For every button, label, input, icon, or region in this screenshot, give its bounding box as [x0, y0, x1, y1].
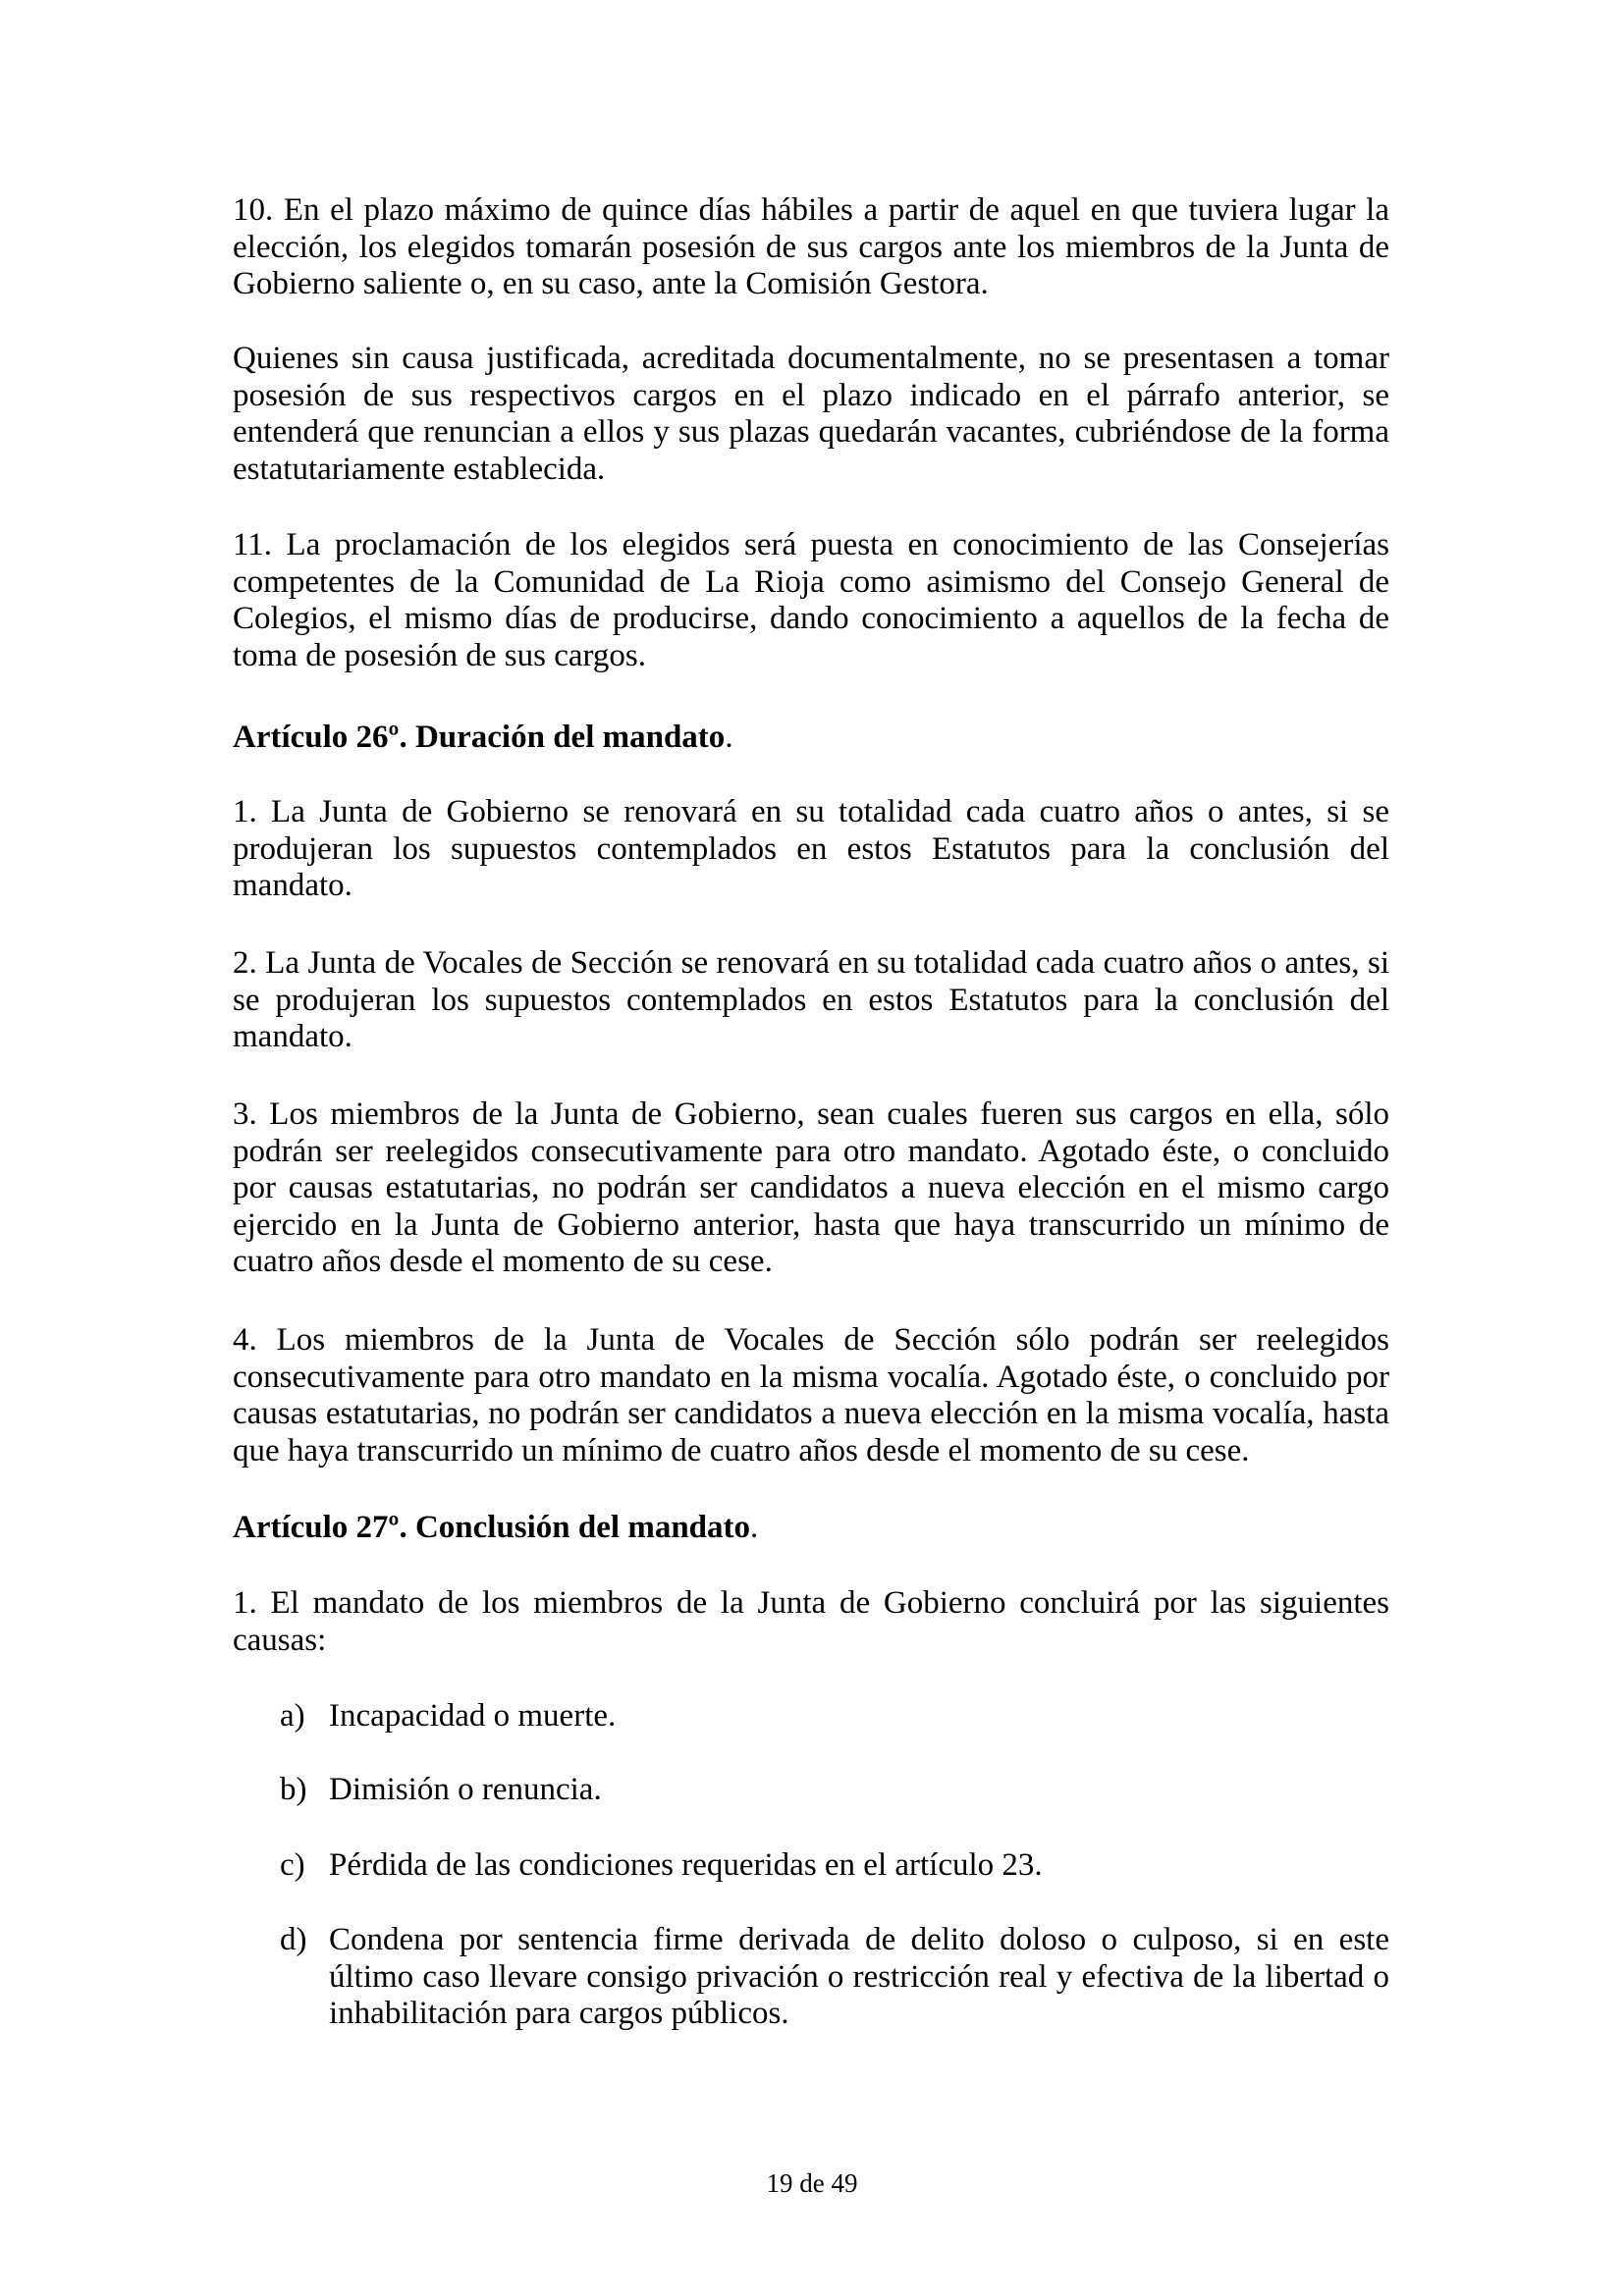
article-27-heading-text: Artículo 27º. Conclusión del mandato [233, 1510, 751, 1545]
cause-text-c: Pérdida de las condiciones requeridas en el artículo 23. [329, 1847, 1043, 1883]
paragraph-10: 10. En el plazo máximo de quince días hábiles a partir de aquel en que tuviera lugar la elección, los elegidos tomarán posesión de sus cargos ante los miembros de la Junta de Gobierno saliente o, en su caso, ante la Comisión Gestora. [233, 192, 1389, 301]
paragraph-quienes: Quienes sin causa justificada, acreditada documentalmente, no se presentasen a tomar posesión de sus respectivos cargos en el plazo indicado en el párrafo anterior, se entenderá que renuncian a ellos y sus plazas quedarán vacantes, cubriéndose de la forma estatutariamente establecida. [233, 341, 1389, 487]
article-27-heading-period: . [750, 1510, 759, 1545]
paragraph-11: 11. La proclamación de los elegidos será puesta en conocimiento de las Consejerías competentes de la Comunidad de La Rioja como asimismo del Consejo General de Colegios, el mismo días de producirse, dando conocimiento a aquellos de la fecha de toma de posesión de sus cargos. [233, 527, 1389, 673]
article-26-paragraph-2: 2. La Junta de Vocales de Sección se renovará en su totalidad cada cuatro años o antes, si se produjeran los supuestos contemplados en estos Estatutos para la conclusión del mandato. [233, 945, 1389, 1054]
article-26-paragraph-1: 1. La Junta de Gobierno se renovará en su totalidad cada cuatro años o antes, si se produjeran los supuestos contemplados en estos Estatutos para la conclusión del mandato. [233, 794, 1389, 903]
article-26-paragraph-4: 4. Los miembros de la Junta de Vocales de Sección sólo podrán ser reelegidos consecutivamente para otro mandato en la misma vocalía. Agotado éste, o concluido por causas estatutarias, no podrán ser candidatos a nueva elección en la misma vocalía, hasta que haya transcurrido un mínimo de cuatro años desde el momento de su cese. [233, 1322, 1389, 1468]
cause-label-a: a) [280, 1698, 305, 1734]
article-26-heading-text: Artículo 26º. Duración del mandato [233, 720, 726, 755]
article-26-heading [233, 720, 1389, 757]
cause-label-b: b) [280, 1772, 307, 1807]
cause-label-d: d) [280, 1922, 307, 1957]
cause-list-item-a [233, 1698, 1389, 1735]
cause-list-item-d [233, 1922, 1389, 2033]
cause-text-d: Condena por sentencia firme derivada de delito doloso o culposo, si en este último caso llevare consigo privación o restricción real y efectiva de la libertad o inhabilitación para cargos públicos. [329, 1922, 1389, 2031]
cause-label-c: c) [280, 1847, 305, 1883]
cause-list-item-c [233, 1847, 1389, 1885]
article-27-paragraph-1: 1. El mandato de los miembros de la Junta de Gobierno concluirá por las siguientes causas: [233, 1585, 1389, 1658]
article-26-heading-period: . [725, 720, 733, 755]
cause-text-b: Dimisión o renuncia. [329, 1772, 602, 1807]
page-number: 19 de 49 [766, 2168, 858, 2198]
article-27-heading [233, 1510, 1389, 1547]
cause-list-item-b [233, 1772, 1389, 1809]
cause-text-a: Incapacidad o muerte. [329, 1698, 617, 1734]
article-26-paragraph-3: 3. Los miembros de la Junta de Gobierno, sean cuales fueren sus cargos en ella, sólo podrán ser reelegidos consecutivamente para otro mandato. Agotado éste, o concluido por causas estatutarias, no podrán ser candidatos a nueva elección en el mismo cargo ejercido en la Junta de Gobierno anterior, hasta que haya transcurrido un mínimo de cuatro años desde el momento de su cese. [233, 1096, 1389, 1279]
